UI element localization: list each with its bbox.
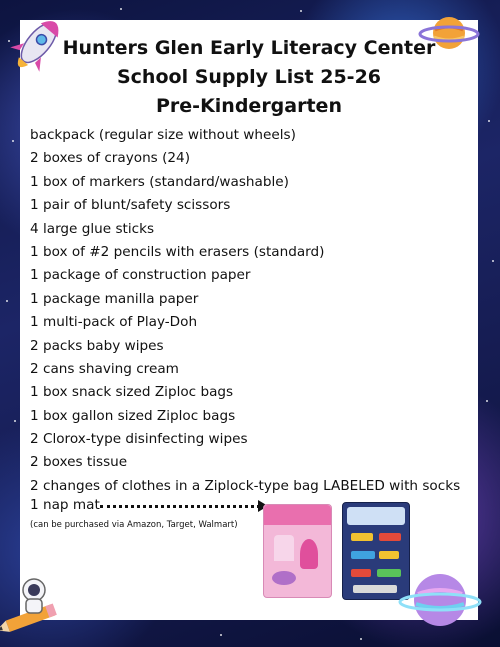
planet-icon — [398, 568, 482, 632]
list-item: 2 packs baby wipes — [30, 337, 164, 354]
nap-mat-item: 1 nap mat — [30, 497, 100, 513]
school-name: Hunters Glen Early Literacy Center — [62, 37, 436, 59]
list-item: 2 cans shaving cream — [30, 360, 179, 377]
list-item: backpack (regular size without wheels) — [30, 127, 296, 143]
list-item: 2 boxes tissue — [30, 454, 128, 471]
supply-list — [30, 124, 460, 498]
list-item: 1 box gallon sized Ziploc bags — [30, 407, 236, 424]
list-title: School Supply List 25-26 — [116, 66, 382, 88]
list-item: 1 box of markers (standard/washable) — [30, 173, 289, 190]
supply-list-card — [20, 20, 478, 620]
list-item: 2 changes of clothes in a Ziplock-type bag LABELED with socks — [30, 477, 461, 494]
rocket-icon — [6, 12, 68, 78]
nap-mat-note: (can be purchased via Amazon, Target, Walmart) — [30, 520, 238, 530]
list-item: 1 pair of blunt/safety scissors — [30, 197, 231, 214]
list-item: 2 Clorox-type disinfecting wipes — [30, 431, 248, 448]
list-item: 1 package of construction paper — [30, 267, 251, 284]
dotted-arrow-line — [100, 505, 260, 508]
list-item: 1 package manilla paper — [30, 290, 199, 307]
list-item: 2 boxes of crayons (24) — [30, 150, 190, 167]
princess-nap-mat-image — [263, 504, 332, 598]
astronaut-on-pencil-icon — [0, 572, 72, 636]
list-item: 1 box snack sized Ziploc bags — [30, 384, 234, 401]
grade-level: Pre-Kindergarten — [156, 95, 342, 117]
list-item: 4 large glue sticks — [30, 220, 155, 237]
page-header — [20, 34, 478, 121]
list-item: 1 box of #2 pencils with erasers (standard) — [30, 243, 325, 260]
planet-icon — [418, 10, 480, 56]
list-item: 1 multi-pack of Play-Doh — [30, 314, 198, 331]
